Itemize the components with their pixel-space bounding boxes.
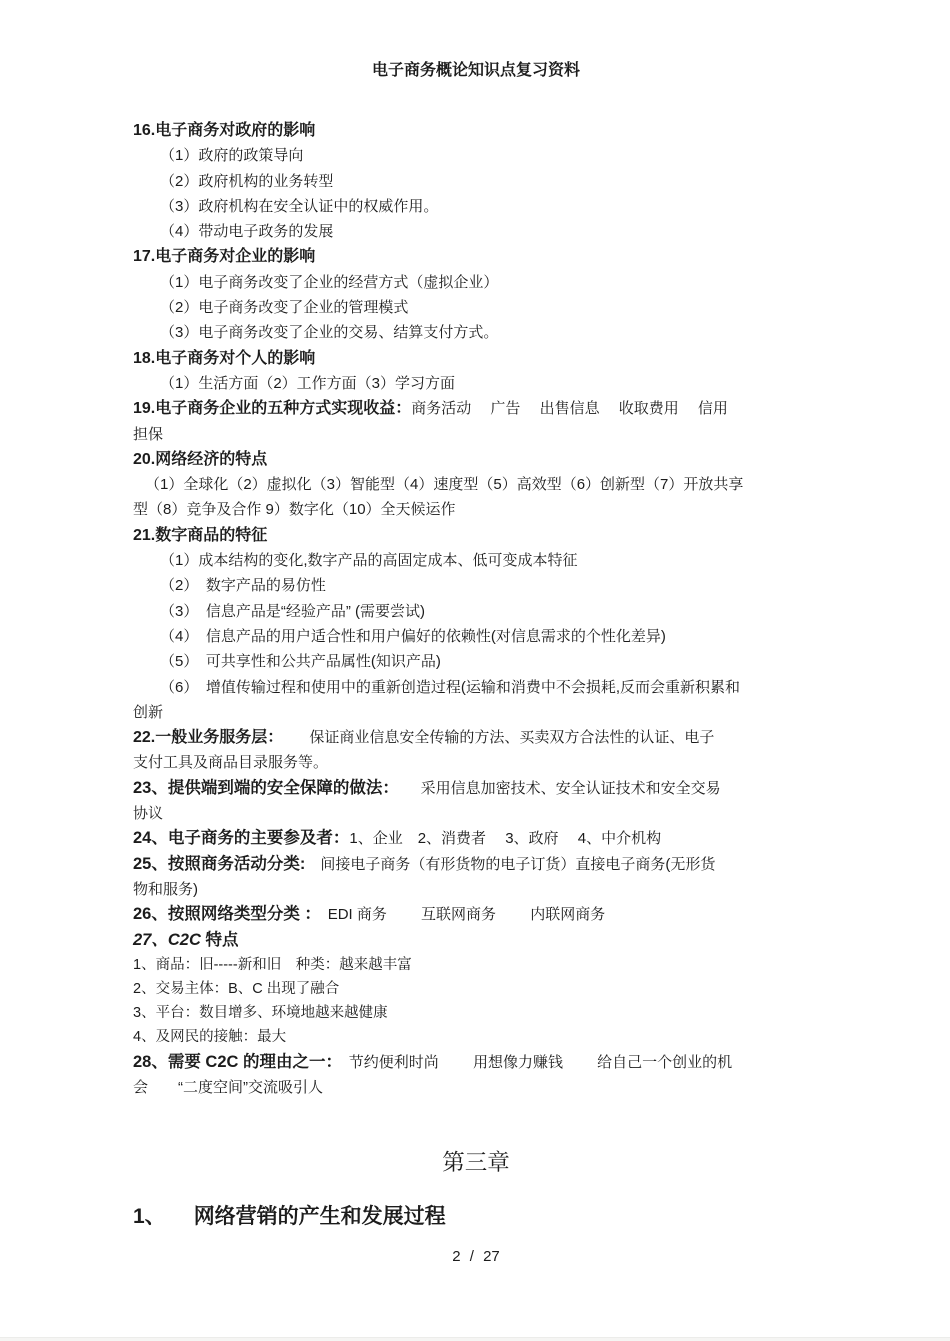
text-run: 1、商品：旧-----新和旧 种类：越来越丰富 <box>133 956 412 973</box>
text-run: （1）电子商务改变了企业的经营方式（虚拟企业） <box>160 273 499 291</box>
total-page-count: 27 <box>483 1248 500 1266</box>
document-line <box>133 826 819 851</box>
text-run: 1、企业 2、消费者 3、政府 4、中介机构 <box>349 830 662 848</box>
document-line <box>133 776 819 801</box>
document-line <box>133 371 819 396</box>
text-run: 保证商业信息安全传输的方法、买卖双方合法性的认证、电子 <box>275 729 715 747</box>
text-run: 采用信息加密技术、安全认证技术和安全交易 <box>390 779 721 797</box>
text-run: （1）全球化（2）虚拟化（3）智能型（4）速度型（5）高效型（6）创新型（7）开放共享 <box>145 476 744 494</box>
text-run: （2） 数字产品的易仿性 <box>160 577 326 595</box>
document-line <box>133 548 819 573</box>
page-number-separator: / <box>469 1248 474 1266</box>
document-line <box>133 1001 819 1025</box>
text-run: （5） 可共享性和公共产品属性(知识产品) <box>160 653 441 671</box>
text-run: 26、按照网络类型分类 ： <box>133 905 313 924</box>
document-line <box>133 219 819 244</box>
text-run: （6） 增值传输过程和使用中的重新创造过程(运输和消费中不会损耗,反而会重新积累和 <box>160 678 741 696</box>
text-run: （4） 信息产品的用户适合性和用户偏好的依赖性(对信息需求的个性化差异) <box>160 627 666 645</box>
document-line <box>133 143 819 168</box>
text-run: （1）生活方面（2）工作方面（3）学习方面 <box>160 374 456 392</box>
text-run: 间接电子商务（有形货物的电子订货）直接电子商务(无形货 <box>305 855 716 873</box>
document-line <box>133 270 819 295</box>
text-run: 25、按照商务活动分类: <box>133 854 306 873</box>
text-run: 创新 <box>133 703 164 721</box>
text-run: 物和服务) <box>133 880 198 898</box>
document-line <box>133 447 819 472</box>
text-run: 担保 <box>133 425 164 443</box>
document-line <box>133 675 819 700</box>
document-line <box>133 852 819 877</box>
text-run: 特点 <box>205 930 239 949</box>
text-run: 17.电子商务对企业的影响 <box>133 248 316 266</box>
text-run: 28、需要 C2C 的理由之一： <box>133 1052 334 1071</box>
document-line <box>133 725 819 750</box>
text-run: EDI 商务 互联网商务 内联网商务 <box>312 906 606 924</box>
document-line <box>133 1075 819 1100</box>
current-page-number: 2 <box>452 1248 461 1266</box>
text-run: （2）政府机构的业务转型 <box>160 172 334 190</box>
document-line <box>133 953 819 977</box>
document-line <box>133 346 819 371</box>
page-bottom-edge <box>0 1337 950 1341</box>
text-run: 21.数字商品的特征 <box>133 526 268 544</box>
document-line <box>133 1025 819 1049</box>
text-run: 商务活动 广告 出售信息 收取费用 信用 <box>411 400 728 418</box>
text-run: 2、交易主体：B、C 出现了融合 <box>133 981 340 997</box>
document-line <box>133 928 819 953</box>
document-line <box>133 422 819 447</box>
text-run: （3）电子商务改变了企业的交易、结算支付方式。 <box>160 324 499 342</box>
document-line <box>133 396 819 421</box>
text-run: 型（8）竞争及合作 9）数字化（10）全天候运作 <box>133 501 456 519</box>
text-run: 协议 <box>133 805 164 823</box>
text-run: （1）政府的政策导向 <box>160 147 304 165</box>
text-run: 节约便利时尚 用想像力赚钱 给自己一个创业的机 <box>333 1053 733 1071</box>
document-line <box>133 599 819 624</box>
document-line <box>133 320 819 345</box>
document-line <box>133 497 819 522</box>
document-line <box>133 750 819 775</box>
text-run: （3） 信息产品是“经验产品” (需要尝试) <box>160 602 425 620</box>
document-line <box>133 573 819 598</box>
text-run: 16.电子商务对政府的影响 <box>133 122 316 139</box>
document-line <box>133 649 819 674</box>
text-run: （1）成本结构的变化,数字产品的高固定成本、低可变成本特征 <box>160 552 578 570</box>
document-line <box>133 977 819 1001</box>
text-run: （2）电子商务改变了企业的管理模式 <box>160 299 409 317</box>
document-line <box>133 902 819 927</box>
document-line <box>133 523 819 548</box>
text-run: 18.电子商务对个人的影响 <box>133 349 316 367</box>
document-line <box>133 801 819 826</box>
chapter-heading: 第三章 <box>442 1150 510 1176</box>
document-title: 电子商务概论知识点复习资料 <box>371 62 580 79</box>
document-line <box>133 472 819 497</box>
text-run: 支付工具及商品目录服务等。 <box>133 754 329 772</box>
text-run: 23、提供端到端的安全保障的做法： <box>133 778 391 797</box>
text-run: 27、C2C <box>133 930 206 949</box>
text-run: 20.网络经济的特点 <box>133 450 268 468</box>
text-run: （4）带动电子政务的发展 <box>160 223 334 241</box>
text-run: 3、平台：数目增多、环境地越来越健康 <box>133 1005 388 1022</box>
document-line <box>133 700 819 725</box>
section-number: 1、 <box>133 1205 166 1229</box>
document-line <box>133 244 819 269</box>
text-run: 24、电子商务的主要参及者： <box>133 829 350 848</box>
document-body <box>133 118 819 1100</box>
text-run: 22.一般业务服务层： <box>133 729 276 747</box>
document-line <box>133 118 819 143</box>
text-run: 会 “二度空间”交流吸引人 <box>133 1078 323 1096</box>
document-line <box>133 877 819 902</box>
section-heading <box>133 1203 819 1231</box>
page-indicator <box>133 1248 819 1265</box>
document-line <box>133 169 819 194</box>
document-line <box>133 295 819 320</box>
document-line <box>133 194 819 219</box>
section-title: 网络营销的产生和发展过程 <box>193 1205 446 1229</box>
text-run: 4、及网民的接触：最大 <box>133 1029 287 1046</box>
text-run: 19.电子商务企业的五种方式实现收益： <box>133 400 412 418</box>
text-run: （3）政府机构在安全认证中的权威作用。 <box>160 197 439 215</box>
document-line <box>133 624 819 649</box>
document-line <box>133 1050 819 1075</box>
